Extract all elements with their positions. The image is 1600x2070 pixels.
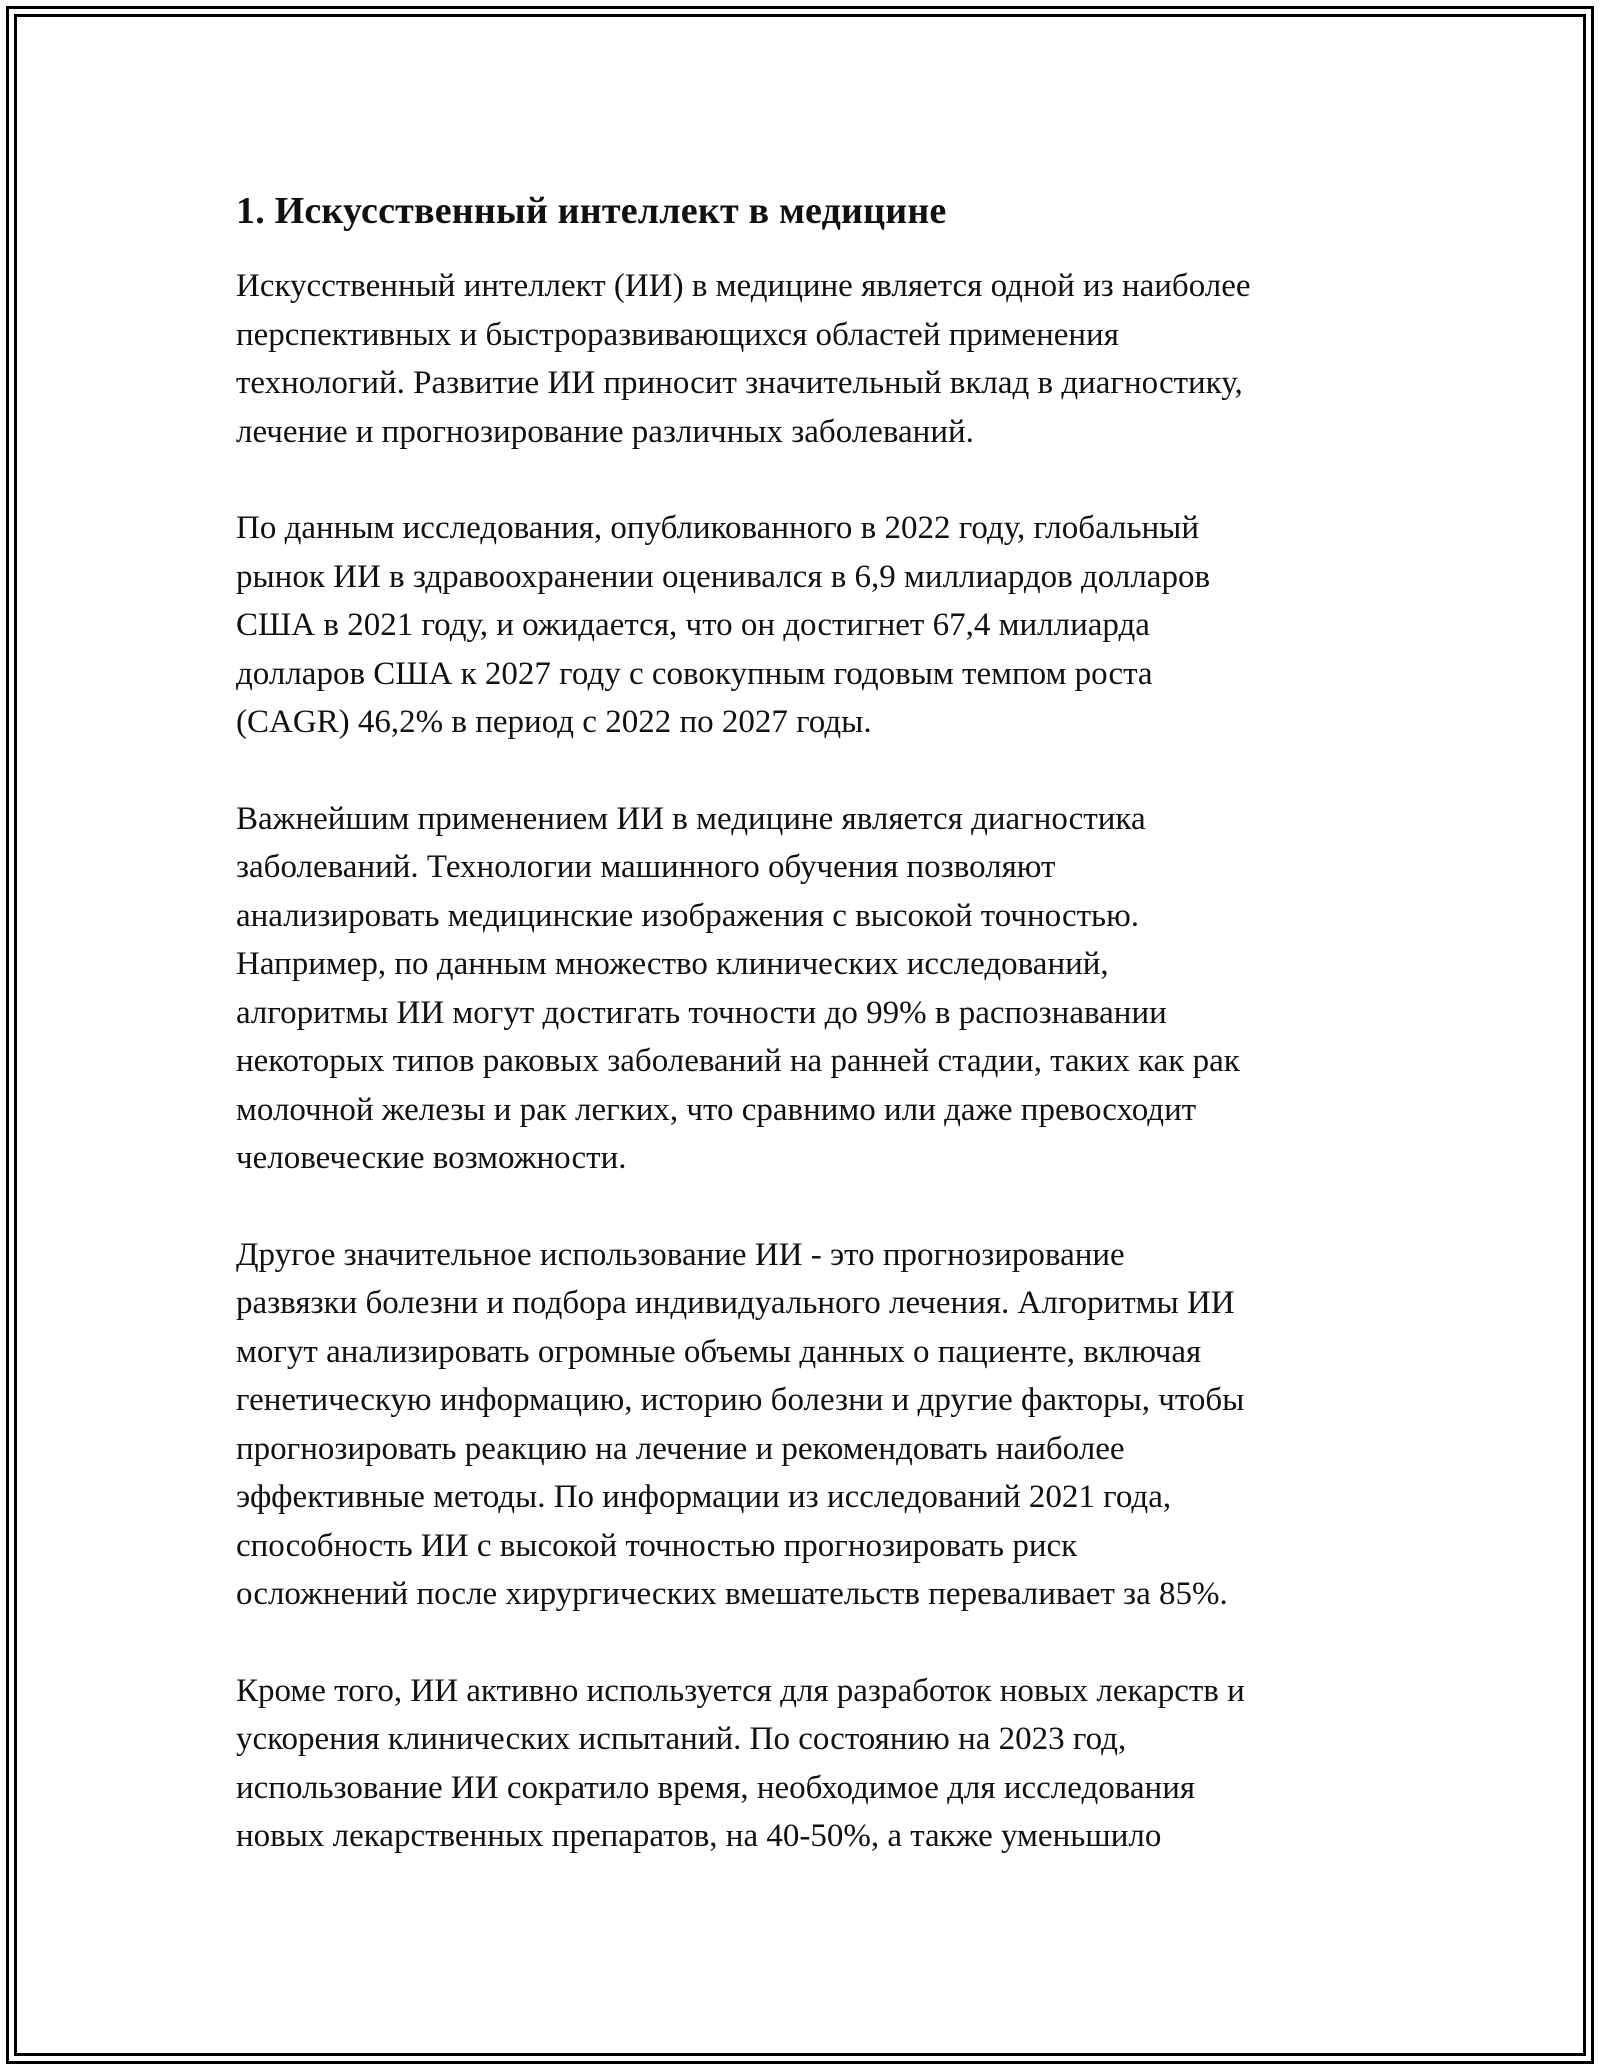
- paragraph-diagnostics: Важнейшим применением ИИ в медицине является диагностика заболеваний. Технологии машинного обучения позволяют анализировать медицинские изображения с высокой точностью. Например, по данным множество клинических исследований, алгоритмы ИИ могут достигать точности до 99% в распознавании некоторых типов раковых заболеваний на ранней стадии, таких как рак молочной железы и рак легких, что сравнимо или даже превосходит человеческие возможности.: [236, 800, 1240, 1176]
- paragraph-intro: Искусственный интеллект (ИИ) в медицине является одной из наиболее перспективных и быстроразвивающихся областей применения технологий. Развитие ИИ приносит значительный вклад в диагностику, лечение и прогнозирование различных заболеваний.: [236, 268, 1251, 450]
- paragraph-drug-development: Кроме того, ИИ активно используется для разработок новых лекарств и ускорения клинических испытаний. По состоянию на 2023 год, использование ИИ сократило время, необходимое для исследования новых лекарственных препаратов, на 40-50%, а также уменьшило: [236, 1672, 1245, 1854]
- document-body: [236, 186, 1376, 1861]
- paragraph-prognosis: Другое значительное использование ИИ - это прогнозирование развязки болезни и подбора индивидуального лечения. Алгоритмы ИИ могут анализировать огромные объемы данных о пациенте, включая генетическую информацию, историю болезни и другие факторы, чтобы прогнозировать реакцию на лечение и рекомендовать наиболее эффективные методы. По информации из исследований 2021 года, способность ИИ с высокой точностью прогнозировать риск осложнений после хирургических вмешательств переваливает за 85%.: [236, 1236, 1245, 1612]
- paragraph-market: По данным исследования, опубликованного в 2022 году, глобальный рынок ИИ в здравоохранении оценивался в 6,9 миллиардов долларов США в 2021 году, и ожидается, что он достигнет 67,4 миллиарда долларов США к 2027 году с совокупным годовым темпом роста (CAGR) 46,2% в период с 2022 по 2027 годы.: [236, 510, 1211, 740]
- section-heading: 1. Искусственный интеллект в медицине: [236, 190, 947, 232]
